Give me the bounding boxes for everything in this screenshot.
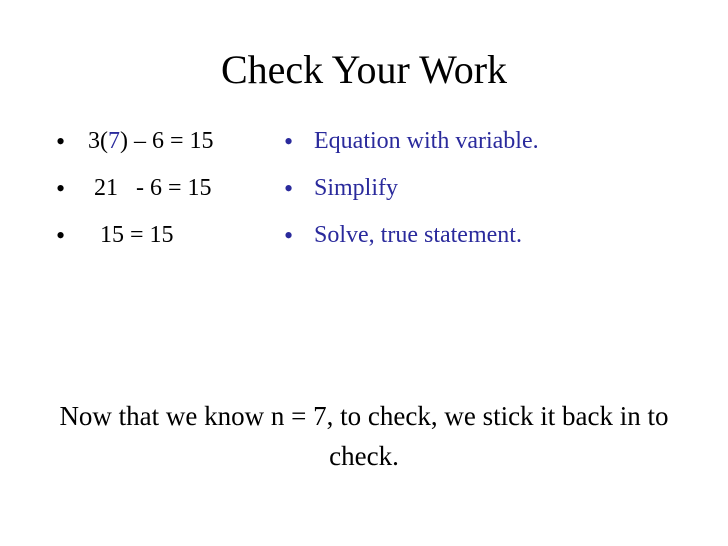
list-item [284,212,522,259]
bullet-icon: • [56,174,66,203]
simplify-step: 21 - 6 = 15 [88,175,212,201]
list-item [284,118,539,165]
equation-step [88,118,214,165]
list-item [284,165,399,212]
list-item [56,118,214,165]
explanation-solve: Solve, true statement. [314,222,522,248]
list-item [56,212,174,259]
work-steps-list [56,118,214,259]
footer-note: Now that we know n = 7, to check, we stick it back in to check. [59,401,669,471]
bullet-icon: • [284,127,294,156]
bullet-icon: • [56,127,66,156]
bullet-icon: • [284,174,294,203]
solve-step: 15 = 15 [88,222,174,248]
explanation-equation: Equation with variable. [314,128,539,154]
list-item [56,165,212,212]
equation-prefix: 3( [88,128,108,154]
bullet-icon: • [56,221,66,250]
equation-suffix: ) – 6 = 15 [120,128,214,154]
bullet-icon: • [284,221,294,250]
step-explanations-list [284,118,539,259]
slide-title: Check Your Work [220,47,508,92]
explanation-simplify: Simplify [314,175,399,201]
substituted-value: 7 [108,128,120,154]
